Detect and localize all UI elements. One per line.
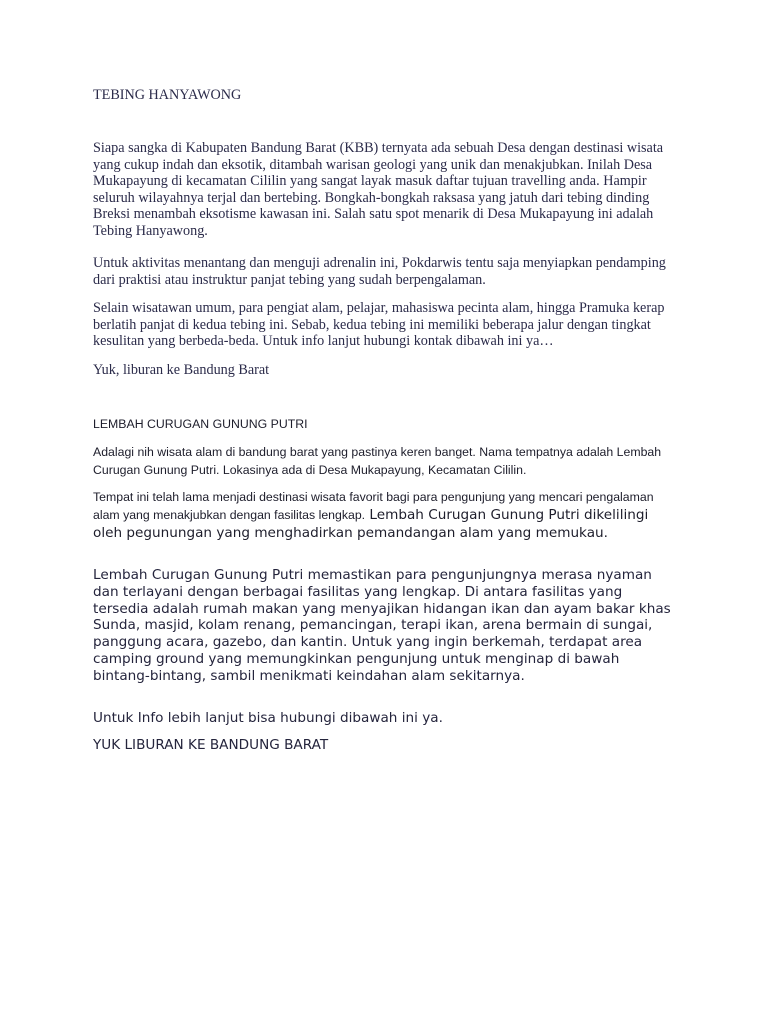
paragraph-lembah-favorite-small: Tempat ini telah lama menjadi destinasi wisata favorit bagi para pengunjung yang mencari pengalaman alam yang menakjubkan dengan fasilitas lengkap.: [93, 490, 654, 522]
paragraph-activity: Untuk aktivitas menantang dan menguji adrenalin ini, Pokdarwis tentu saja menyiapkan pendamping dari praktisi atau instruktur panjat tebing yang sudah berpengalaman.: [93, 255, 666, 288]
paragraph-intro: Siapa sangka di Kabupaten Bandung Barat (KBB) ternyata ada sebuah Desa dengan destinasi wisata yang cukup indah dan eksotik, ditambah warisan geologi yang unik dan menakjubkan. Inilah Desa Mukapayung di kecamatan Cililin yang sangat layak masuk daftar tujuan travelling anda. Hampir seluruh wilayahnya terjal dan bertebing. Bongkah-bongkah raksasa yang jatuh dari tebing dinding Breksi menambah eksotisme kawasan ini. Salah satu spot menarik di Desa Mukapayung ini adalah Tebing Hanyawong.: [93, 140, 664, 239]
paragraph-visitors: Selain wisatawan umum, para pengiat alam, pelajar, mahasiswa pecinta alam, hingga Pramuka kerap berlatih panjat di kedua tebing ini. Sebab, kedua tebing ini memiliki beberapa jalur dengan tingkat kesulitan yang berbeda-beda. Untuk info lanjut hubungi kontak dibawah ini ya…: [93, 300, 665, 349]
section-title-lembah: LEMBAH CURUGAN GUNUNG PUTRI: [93, 417, 308, 431]
paragraph-invite: Yuk, liburan ke Bandung Barat: [93, 362, 270, 378]
paragraph-lembah-intro: Adalagi nih wisata alam di bandung barat yang pastinya keren banget. Nama tempatnya adalah Lembah Curugan Gunung Putri. Lokasinya ada di Desa Mukapayung, Kecamatan Cililin.: [93, 445, 662, 477]
paragraph-closing: YUK LIBURAN KE BANDUNG BARAT: [93, 737, 329, 753]
paragraph-lembah-favorite-large: Lembah Curugan Gunung Putri dikelilingi oleh pegunungan yang menghadirkan pemandangan alam yang memukau.: [93, 507, 649, 541]
paragraph-contact: Untuk Info lebih lanjut bisa hubungi dibawah ini ya.: [93, 710, 443, 726]
paragraph-facilities: Lembah Curugan Gunung Putri memastikan para pengunjungnya merasa nyaman dan terlayani dengan berbagai fasilitas yang lengkap. Di antara fasilitas yang tersedia adalah rumah makan yang menyajikan hidangan ikan dan ayam bakar khas Sunda, masjid, kolam renang, pemancingan, terapi ikan, arena bermain di sungai, panggung acara, gazebo, dan kantin. Untuk yang ingin berkemah, terdapat area camping ground yang memungkinkan pengunjung untuk menginap di bawah bintang-bintang, sambil menikmati keindahan alam sekitarnya.: [93, 567, 671, 684]
paragraph-lembah-favorite: [93, 488, 675, 542]
section-title-tebing: TEBING HANYAWONG: [93, 87, 242, 103]
